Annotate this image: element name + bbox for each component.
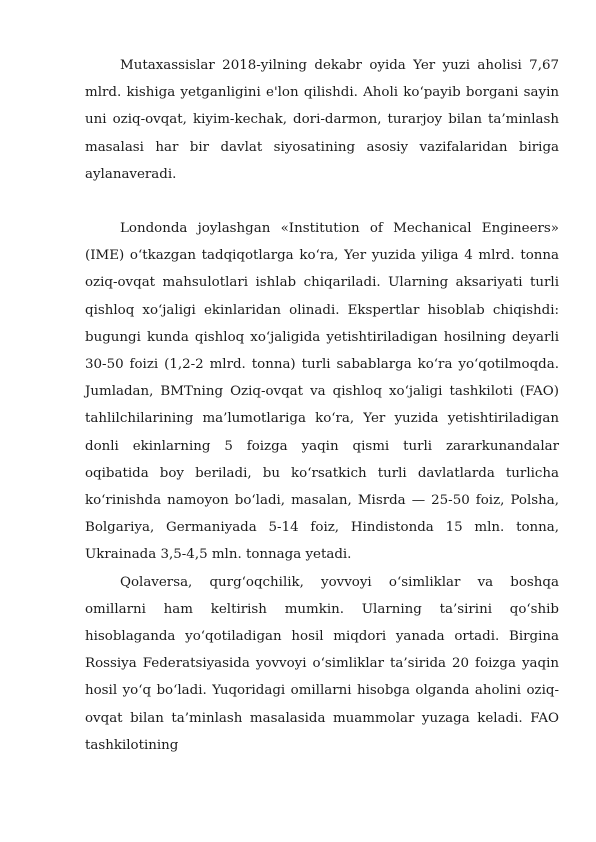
paragraph-other-factors: Qolaversa, qurg‘oqchilik, yovvoyi o‘simliklar va boshqa omillarni ham keltirish mumkin. Ularning ta’sirini qo‘shib hisoblaganda yo‘qotiladigan hosil miqdori yanada ortadi. Birgina Rossiya Federatsiyasida yovvoyi o‘simliklar ta’sirida 20 foizga yaqin hosil yo‘q bo‘ladi. Yuqoridagi omillarni hisobga olganda aholini oziq-ovqat bilan ta’minlash masalasida muammolar yuzaga keladi. FAO tashkilotining — [85, 574, 559, 753]
document-page — [85, 52, 559, 759]
paragraph-food-losses: Londonda joylashgan «Institution of Mechanical Engineers» (IME) o‘tkazgan tadqiqotlarga ko‘ra, Yer yuzida yiliga 4 mlrd. tonna oziq-ovqat mahsulotlari ishlab chiqariladi. Ularning aksariyati turli qishloq xo‘jaligi ekinlaridan olinadi. Ekspertlar hisoblab chiqishdi: bugungi kunda qishloq xo‘jaligida yetishtiriladigan hosilning deyarli 30-50 foizi (1,2-2 mlrd. tonna) turli sabablarga ko‘ra yo‘qotilmoqda. Jumladan, BMTning Oziq-ovqat va qishloq xo‘jaligi tashkiloti (FAO) tahlilchilarining ma’lumotlariga ko‘ra, Yer yuzida yetishtiriladigan donli ekinlarning 5 foizga yaqin qismi turli zararkunandalar oqibatida boy beriladi, bu ko‘rsatkich turli davlatlarda turlicha ko‘rinishda namoyon bo‘ladi, masalan, Misrda — 25-50 foiz, Polsha, Bolgariya, Germaniyada 5-14 foiz, Hindistonda 15 mln. tonna, Ukrainada 3,5-4,5 mln. tonnaga yetadi. — [85, 221, 559, 563]
paragraph-population: Mutaxassislar 2018-yilning dekabr oyida Yer yuzi aholisi 7,67 mlrd. kishiga yetganligini e'lon qilishdi. Aholi ko‘payib borgani sayin uni oziq-ovqat, kiyim-kechak, dori-darmon, turarjoy bilan ta’minlash masalasi har bir davlat siyosatining asosiy vazifalaridan biriga aylanaveradi. — [85, 58, 559, 182]
